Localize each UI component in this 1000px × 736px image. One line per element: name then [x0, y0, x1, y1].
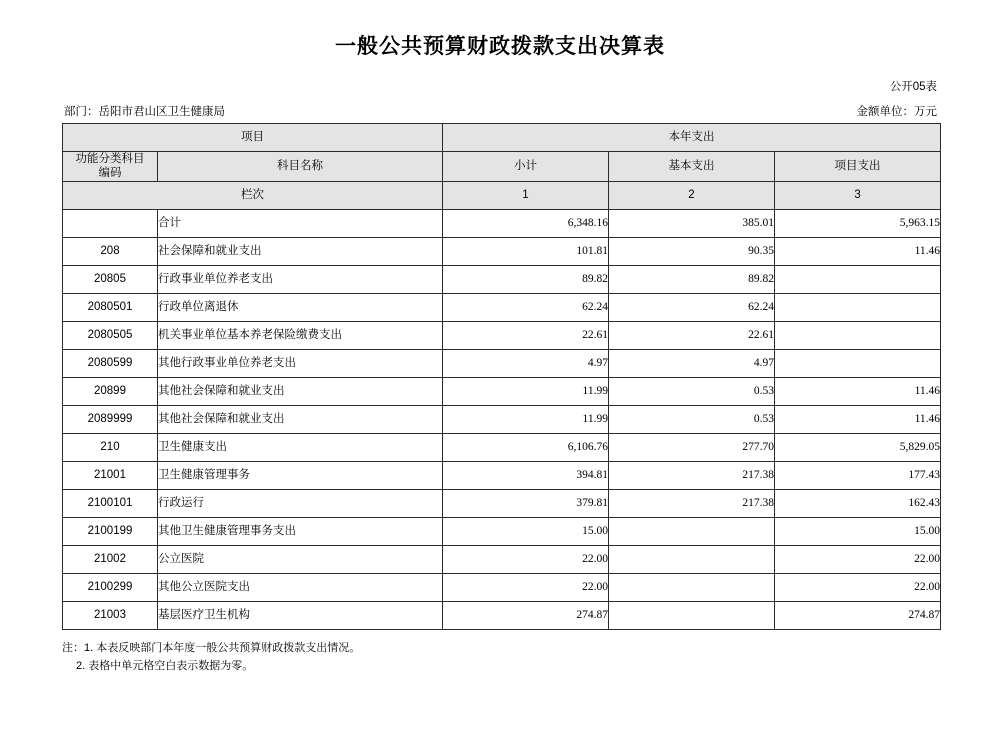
column-header-function-code	[63, 152, 158, 182]
cell-subject-name: 社会保障和就业支出	[158, 237, 443, 265]
cell-function-code: 21002	[63, 545, 158, 573]
cell-subtotal: 11.99	[443, 377, 609, 405]
cell-function-code: 21001	[63, 461, 158, 489]
cell-function-code: 2100299	[63, 573, 158, 601]
cell-subject-name: 其他公立医院支出	[158, 573, 443, 601]
cell-basic: 90.35	[609, 237, 775, 265]
cell-project: 15.00	[775, 517, 941, 545]
cell-function-code: 20899	[63, 377, 158, 405]
table-header-group-row	[63, 124, 941, 152]
cell-function-code: 2080599	[63, 349, 158, 377]
column-header-basic: 基本支出	[609, 152, 775, 182]
table-row	[63, 209, 941, 237]
cell-basic	[609, 517, 775, 545]
page-title: 一般公共预算财政拨款支出决算表	[335, 34, 665, 58]
table-row	[63, 321, 941, 349]
table-row	[63, 237, 941, 265]
cell-project: 5,963.15	[775, 209, 941, 237]
cell-subtotal: 4.97	[443, 349, 609, 377]
cell-basic: 22.61	[609, 321, 775, 349]
table-column-number-row	[63, 181, 941, 209]
column-number-label: 栏次	[63, 181, 443, 209]
cell-function-code: 2089999	[63, 405, 158, 433]
cell-subtotal: 394.81	[443, 461, 609, 489]
cell-basic	[609, 601, 775, 629]
cell-subject-name: 卫生健康管理事务	[158, 461, 443, 489]
cell-project: 162.43	[775, 489, 941, 517]
column-header-function-code-line1: 功能分类科目	[75, 153, 145, 165]
note-line-1: 注：1. 本表反映部门本年度一般公共预算财政拨款支出情况。	[62, 641, 361, 654]
table-row	[63, 489, 941, 517]
cell-project: 177.43	[775, 461, 941, 489]
budget-table	[62, 123, 941, 630]
cell-subtotal: 6,348.16	[443, 209, 609, 237]
table-row	[63, 517, 941, 545]
table-header-column-row	[63, 152, 941, 182]
cell-subtotal: 22.00	[443, 573, 609, 601]
table-row	[63, 461, 941, 489]
table-row	[63, 433, 941, 461]
cell-subtotal: 11.99	[443, 405, 609, 433]
department-label: 部门：岳阳市君山区卫生健康局	[64, 106, 225, 118]
cell-basic	[609, 573, 775, 601]
cell-basic: 217.38	[609, 489, 775, 517]
column-header-project: 项目支出	[775, 152, 941, 182]
table-row	[63, 545, 941, 573]
cell-subject-name: 行政运行	[158, 489, 443, 517]
form-code-label: 公开05表	[889, 81, 937, 93]
cell-project: 11.46	[775, 377, 941, 405]
cell-function-code: 208	[63, 237, 158, 265]
cell-subject-name: 行政单位离退休	[158, 293, 443, 321]
column-header-function-code-line2: 编码	[98, 167, 122, 180]
cell-subject-name: 其他卫生健康管理事务支出	[158, 517, 443, 545]
cell-subtotal: 22.00	[443, 545, 609, 573]
cell-project	[775, 265, 941, 293]
cell-function-code	[63, 209, 158, 237]
cell-subtotal: 379.81	[443, 489, 609, 517]
cell-function-code: 2100199	[63, 517, 158, 545]
cell-subject-name: 行政事业单位养老支出	[158, 265, 443, 293]
cell-project: 22.00	[775, 545, 941, 573]
cell-function-code: 210	[63, 433, 158, 461]
cell-function-code: 2100101	[63, 489, 158, 517]
cell-project: 5,829.05	[775, 433, 941, 461]
cell-subtotal: 62.24	[443, 293, 609, 321]
column-number-1: 1	[443, 181, 609, 209]
cell-project	[775, 321, 941, 349]
cell-basic: 89.82	[609, 265, 775, 293]
cell-project	[775, 349, 941, 377]
cell-function-code: 21003	[63, 601, 158, 629]
table-notes	[62, 639, 938, 676]
cell-subject-name: 合计	[158, 209, 443, 237]
currency-unit-label: 金额单位：万元	[856, 106, 937, 118]
note-line-2: 2. 表格中单元格空白表示数据为零。	[76, 660, 254, 673]
table-row	[63, 349, 941, 377]
table-row	[63, 265, 941, 293]
cell-project: 274.87	[775, 601, 941, 629]
cell-subject-name: 其他行政事业单位养老支出	[158, 349, 443, 377]
cell-basic: 4.97	[609, 349, 775, 377]
table-row	[63, 293, 941, 321]
table-body	[63, 209, 941, 629]
cell-function-code: 2080501	[63, 293, 158, 321]
table-row	[63, 573, 941, 601]
cell-project	[775, 293, 941, 321]
cell-subtotal: 6,106.76	[443, 433, 609, 461]
table-row	[63, 377, 941, 405]
table-row	[63, 405, 941, 433]
cell-project: 11.46	[775, 405, 941, 433]
column-number-2: 2	[609, 181, 775, 209]
cell-basic: 217.38	[609, 461, 775, 489]
cell-basic: 0.53	[609, 377, 775, 405]
cell-basic: 277.70	[609, 433, 775, 461]
column-number-3: 3	[775, 181, 941, 209]
cell-subject-name: 其他社会保障和就业支出	[158, 405, 443, 433]
cell-subtotal: 15.00	[443, 517, 609, 545]
cell-basic	[609, 545, 775, 573]
cell-basic: 62.24	[609, 293, 775, 321]
cell-subject-name: 公立医院	[158, 545, 443, 573]
header-group-year-expense: 本年支出	[443, 124, 941, 152]
cell-basic: 0.53	[609, 405, 775, 433]
cell-function-code: 20805	[63, 265, 158, 293]
column-header-subtotal: 小计	[443, 152, 609, 182]
cell-project: 11.46	[775, 237, 941, 265]
cell-subtotal: 101.81	[443, 237, 609, 265]
header-group-project: 项目	[63, 124, 443, 152]
cell-subject-name: 基层医疗卫生机构	[158, 601, 443, 629]
document-page	[0, 30, 1000, 736]
cell-subject-name: 机关事业单位基本养老保险缴费支出	[158, 321, 443, 349]
table-row	[63, 601, 941, 629]
table-header	[63, 124, 941, 210]
cell-subject-name: 卫生健康支出	[158, 433, 443, 461]
cell-basic: 385.01	[609, 209, 775, 237]
cell-project: 22.00	[775, 573, 941, 601]
cell-function-code: 2080505	[63, 321, 158, 349]
cell-subject-name: 其他社会保障和就业支出	[158, 377, 443, 405]
cell-subtotal: 22.61	[443, 321, 609, 349]
cell-subtotal: 89.82	[443, 265, 609, 293]
column-header-subject-name: 科目名称	[158, 152, 443, 182]
document-meta	[62, 103, 938, 119]
cell-subtotal: 274.87	[443, 601, 609, 629]
